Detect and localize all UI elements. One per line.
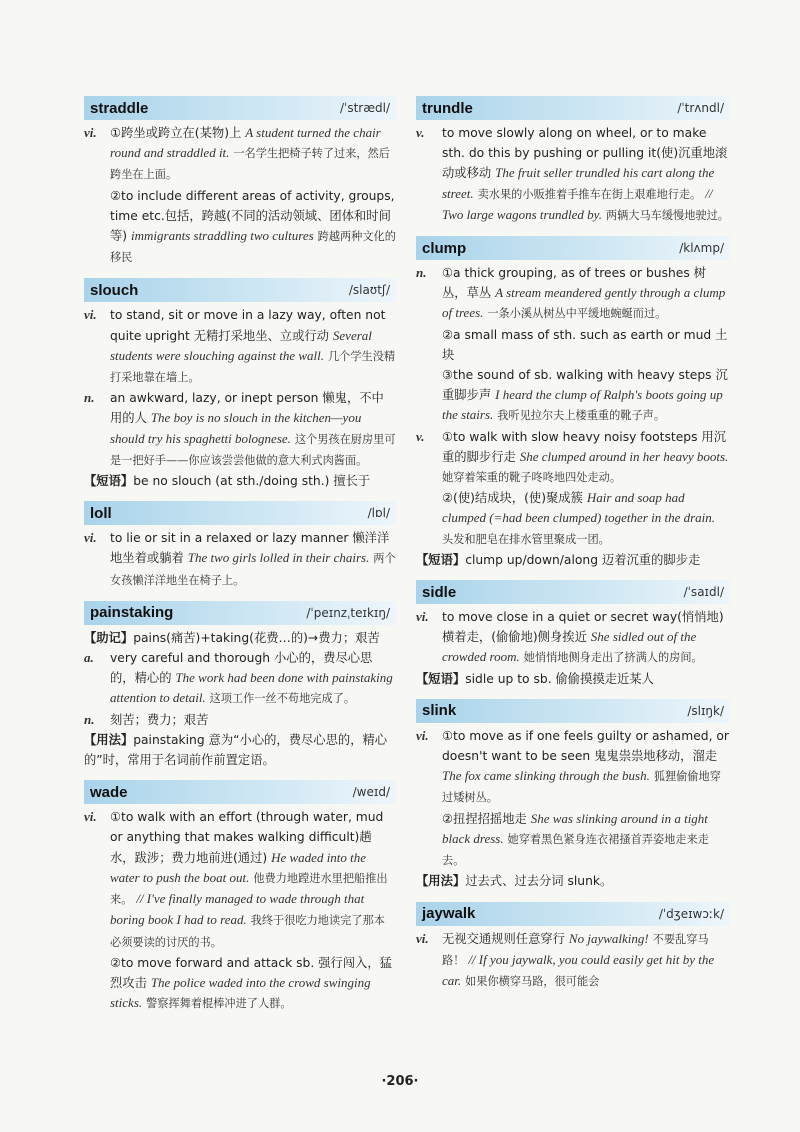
headword-bar [416, 96, 730, 120]
part-of-speech: vi. [416, 930, 429, 946]
phonetic: /ˈstrædl/ [339, 101, 390, 115]
phrase-label: 【短语】 [84, 474, 134, 489]
example-translation: 跨越两种文化的移民 [110, 230, 396, 265]
mnemonic-label: 【助记】 [84, 630, 134, 645]
headword-bar [84, 278, 396, 302]
sub-sense [442, 488, 730, 550]
part-of-speech: v. [416, 125, 425, 140]
definition: 无视交通规则任意穿行 [442, 931, 565, 946]
example: // Two large wagons trundled by. [442, 185, 713, 222]
headword: jaywalk [422, 905, 476, 922]
sense [416, 929, 730, 993]
sense [84, 123, 396, 186]
phonetic: /klʌmp/ [679, 241, 724, 256]
sense [416, 726, 730, 809]
headword: slouch [90, 281, 139, 299]
headword: slink [422, 702, 457, 720]
example-translation: 头发和肥皂在排水管里聚成一团。 [442, 532, 610, 546]
definition: to stand, sit or move in a lazy way, often not quite upright 无精打采地坐、立或行动 [110, 308, 386, 343]
example-translation: 她穿着黑色紧身连衣裙搔首弄姿地走来走去。 [442, 832, 709, 868]
definition: ③the sound of sb. walking with heavy steps 沉重脚步声 [442, 368, 728, 403]
entry-straddle [84, 96, 396, 268]
example: The work had been done with painstaking attention to detail. [110, 670, 393, 706]
example: I heard the clump of Ralph's boots going up the stairs. [442, 387, 723, 423]
example: // I've finally managed to wade through that boring book I had to read. [110, 891, 365, 928]
headword-bar [416, 699, 730, 723]
mnemonic-note [84, 628, 396, 648]
phrase-note [416, 669, 730, 689]
example: The boy is no slouch in the kitchen—you should try his spaghetti bolognese. [110, 410, 362, 446]
headword: loll [90, 504, 112, 522]
example: No jaywalking! [568, 930, 649, 946]
entry-trundle [416, 96, 730, 226]
example: The fox came slinking through the bush. [442, 768, 650, 784]
example-translation: 两辆大马车缓慢地驶过。 [605, 208, 729, 222]
example: The fruit seller trundled his cart along the street. [442, 165, 715, 201]
example: A stream meandered gently through a clump of trees. [442, 285, 726, 321]
definition: 刻苦；费力；艰苦 [110, 712, 209, 727]
definition: ①to walk with an effort (through water, mud or anything that makes walking difficult)趟水，跋涉；费力地前进(通过) [110, 810, 384, 865]
part-of-speech: vi. [84, 125, 97, 140]
example-translation: 警察挥舞着棍棒冲进了人群。 [146, 997, 292, 1011]
usage-label: 【用法】 [84, 732, 134, 747]
phonetic: /slɪŋk/ [687, 703, 724, 718]
phonetic: /slaʊtʃ/ [348, 283, 390, 298]
part-of-speech: vi. [84, 809, 97, 825]
phonetic: /ˈtrʌndl/ [677, 101, 724, 115]
headword: straddle [90, 99, 149, 117]
definition: ①to walk with slow heavy noisy footsteps 用沉重的脚步行走 [442, 429, 727, 464]
example-translation: 我终于很吃力地读完了那本必须要读的讨厌的书。 [110, 914, 385, 949]
definition: ①a thick grouping, as of trees or bushes 树丛，草丛 [442, 266, 706, 301]
usage-note [416, 871, 730, 891]
sense [416, 427, 730, 489]
phrase-label: 【短语】 [416, 671, 466, 686]
sense [416, 263, 730, 325]
entry-loll [84, 501, 396, 591]
definition: ②to move forward and attack sb. 强行闯入，猛烈攻击 [110, 955, 392, 990]
phonetic: /weɪd/ [352, 785, 390, 800]
sub-sense [442, 809, 730, 872]
example-translation: 几个学生没精打采地靠在墙上。 [110, 349, 396, 385]
phrase-text: sidle up to sb. 偷偷摸摸走近某人 [465, 671, 654, 686]
sense [84, 648, 396, 710]
sub-sense [442, 365, 730, 427]
example-translation: 一条小溪从树丛中平缓地蜿蜒而过。 [487, 307, 667, 321]
usage-label: 【用法】 [416, 874, 466, 889]
headword: sidle [422, 583, 457, 601]
sense [84, 807, 396, 952]
headword: clump [422, 239, 467, 257]
part-of-speech: n. [84, 711, 95, 727]
entry-jaywalk [416, 902, 730, 993]
example: She sidled out of the crowded room. [442, 629, 697, 665]
part-of-speech: a. [84, 650, 94, 666]
example: immigrants straddling two cultures [131, 228, 314, 244]
entry-wade [84, 780, 396, 1014]
example-translation: 狐狸偷偷地穿过矮树丛。 [442, 770, 721, 805]
example-translation: 他费力地蹚进水里把船推出来。 [110, 871, 388, 907]
phrase-note [84, 471, 396, 491]
usage-text: painstaking 意为“小心的，费尽心思的，精心的”时，常用于名词前作前置定语。 [84, 732, 388, 768]
example-translation: 如果你横穿马路，很可能会 [465, 974, 600, 988]
phrase-text: clump up/down/along 迈着沉重的脚步走 [465, 552, 701, 567]
headword-bar [416, 580, 730, 604]
definition: an awkward, lazy, or inept person 懒鬼，不中用的人 [110, 391, 384, 426]
part-of-speech: vi. [84, 307, 97, 323]
headword-bar [84, 780, 396, 804]
part-of-speech: vi. [416, 727, 429, 743]
example-translation: 一名学生把椅子转了过来，然后跨坐在上面。 [110, 147, 390, 182]
entry-sidle [416, 580, 730, 689]
headword: wade [90, 783, 128, 801]
definition: ①跨坐或跨立在(某物)上 [110, 126, 242, 140]
sense [84, 710, 396, 730]
example-translation: 她穿着笨重的靴子咚咚地四处走动。 [442, 471, 622, 485]
example: She was slinking around in a tight black dress. [442, 810, 708, 846]
definition: to lie or sit in a relaxed or lazy manner 懒洋洋地坐着或躺着 [110, 531, 390, 566]
part-of-speech: v. [416, 428, 425, 444]
example-translation: 不要乱穿马路！ [442, 932, 709, 967]
sense [84, 388, 396, 471]
page-number: ·206· [381, 1074, 419, 1089]
example: The police waded into the crowd swinging sticks. [110, 974, 371, 1011]
headword-bar [84, 601, 396, 625]
entry-clump [416, 236, 730, 570]
phonetic: /ˈsaɪdl/ [683, 585, 724, 600]
entry-slouch [84, 278, 396, 491]
headword: painstaking [90, 604, 174, 622]
definition: ①to move as if one feels guilty or ashamed, or doesn't want to be seen 鬼鬼祟祟地移动，溜走 [442, 728, 729, 764]
phonetic: /ˈpeɪnzˌteɪkɪŋ/ [306, 605, 390, 620]
phrase-note [416, 550, 730, 570]
example: // If you jaywalk, you could easily get hit by the car. [442, 951, 715, 988]
example-translation: 她悄悄地侧身走出了挤满人的房间。 [523, 651, 703, 665]
entry-slink [416, 699, 730, 892]
sense [84, 305, 396, 388]
part-of-speech: n. [84, 390, 95, 406]
example: Several students were slouching against the wall. [110, 327, 372, 363]
headword-bar [84, 501, 396, 525]
usage-text: 过去式、过去分词 slunk。 [465, 874, 613, 889]
phonetic: /ˈdʒeɪwɔːk/ [658, 906, 724, 921]
definition: ②to include different areas of activity, groups, time etc.包括，跨越(不同的活动领域、团体和时间等) [110, 188, 395, 244]
sub-sense [442, 325, 730, 365]
definition: ②扭捏招摇地走 [442, 811, 527, 826]
part-of-speech: vi. [416, 609, 429, 625]
sense [416, 123, 730, 226]
phrase-text: be no slouch (at sth./doing sth.) 擅长于 [133, 474, 371, 489]
definition: to move slowly along on wheel, or to make sth. do this by pushing or pulling it(使)沉重地滚动或移动 [442, 126, 728, 181]
sense [84, 528, 396, 591]
example: Hair and soap had clumped (=had been clumped) together in the drain. [442, 490, 716, 526]
example: A student turned the chair round and straddled it. [110, 125, 381, 161]
definition: to move close in a quiet or secret way(悄悄地)横着走，(偷偷地)侧身挨近 [442, 610, 724, 645]
part-of-speech: vi. [84, 530, 97, 546]
entry-painstaking [84, 601, 396, 770]
example-translation: 这个男孩在厨房里可是一把好手——你应该尝尝他做的意大利式肉酱面。 [110, 432, 396, 467]
sub-sense [110, 953, 396, 1015]
mnemonic-text: pains(痛苦)+taking(花费…的)→费力；艰苦 [133, 630, 380, 645]
example: The two girls lolled in their chairs. [187, 550, 370, 566]
left-column [84, 96, 396, 1024]
phonetic: /lɒl/ [367, 506, 390, 521]
headword-bar [416, 236, 730, 260]
part-of-speech: n. [416, 265, 427, 281]
example-translation: 两个女孩懒洋洋地坐在椅子上。 [110, 552, 396, 587]
right-column [416, 96, 730, 1002]
headword-bar [416, 902, 730, 926]
sense [416, 607, 730, 669]
example: She clumped around in her heavy boots. [519, 448, 729, 464]
usage-note [84, 730, 396, 770]
example-translation: 这项工作一丝不苟地完成了。 [209, 692, 356, 706]
headword: trundle [422, 99, 473, 117]
definition: ②(使)结成块，(使)聚成簇 [442, 491, 583, 506]
sub-sense [110, 186, 396, 269]
definition: ②a small mass of sth. such as earth or mud 土块 [442, 327, 728, 362]
phrase-label: 【短语】 [416, 552, 466, 567]
example-translation: 卖水果的小贩推着手推车在街上艰难地行走。 [477, 187, 702, 201]
definition: very careful and thorough 小心的，费尽心思的，精心的 [110, 651, 373, 686]
example-translation: 我听见拉尔夫上楼重重的靴子声。 [497, 409, 666, 423]
headword-bar [84, 96, 396, 120]
example: He waded into the water to push the boat out. [110, 849, 367, 885]
